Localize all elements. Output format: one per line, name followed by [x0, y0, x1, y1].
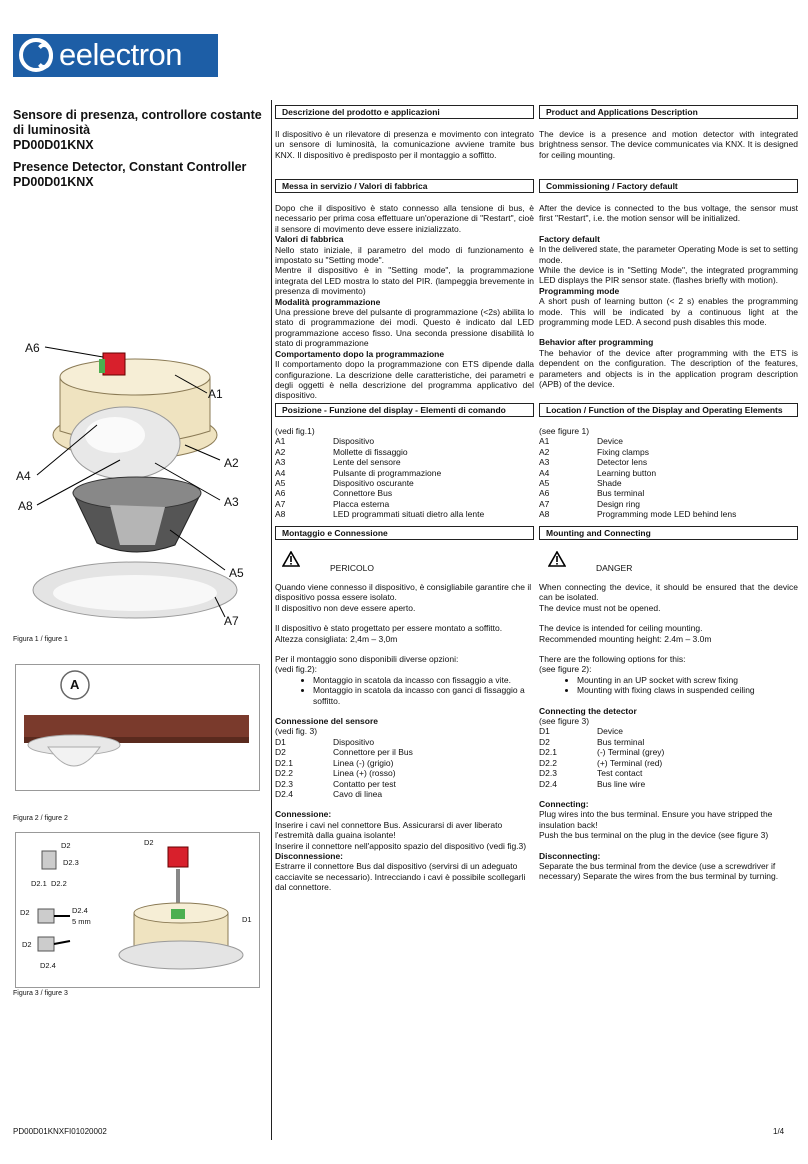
- mount-height-it: Altezza consigliata: 2,4m – 3,0m: [275, 633, 398, 644]
- figure-2: [15, 664, 260, 791]
- list-item: A3 Detector lens: [539, 457, 648, 468]
- fig3-label-d21: D2.1: [31, 879, 47, 888]
- factory-default-heading-en: Factory default: [539, 233, 600, 244]
- list-item: • Montaggio in scatola da incasso con ganci di fissaggio a soffitto.: [313, 685, 534, 706]
- list-item: A5 Shade: [539, 478, 622, 489]
- danger-label-it: PERICOLO: [330, 563, 374, 573]
- factory-default-text1-it: Nello stato iniziale, il parametro del modo di funzionamento è impostato su "Setting mode".: [275, 244, 534, 266]
- list-item: A7 Placca esterna: [275, 498, 390, 509]
- connection-warning-it: Quando viene connesso il dispositivo, è consigliabile garantire che il dispositivo possa essere isolato.: [275, 582, 532, 603]
- title-en: Presence Detector, Constant Controller: [13, 160, 247, 174]
- fig3-label-d23: D2.3: [63, 858, 79, 867]
- fig3-label-d24: D2.4: [72, 906, 88, 915]
- sensor-ref-it: (vedi fig. 3): [275, 726, 318, 737]
- sensor-connection-heading-en: Connecting the detector: [539, 705, 637, 716]
- fig1-label-a3: A3: [224, 495, 239, 509]
- programming-mode-text-it: Una pressione breve del pulsante di programmazione (<2s) abilita lo stato di programmazione dei modi. Questo è indicato dal LED programmazione acceso fisso. Una seconda pressione disabilità lo stato di programmazione: [275, 307, 534, 349]
- connect-text-en: Plug wires into the bus terminal. Ensure you have stripped the insulation back!: [539, 809, 773, 830]
- fig3-label-d2-low: D2: [22, 940, 32, 949]
- list-item: A8 LED programmati situati dietro alla lente: [275, 509, 485, 520]
- list-item: D2.4 Cavo di linea: [275, 788, 383, 799]
- options-ref-it: (vedi fig.2):: [275, 664, 318, 675]
- connect-heading-it: Connessione:: [275, 809, 332, 820]
- list-item: D2.4 Bus line wire: [539, 778, 646, 789]
- fig1-label-a5: A5: [229, 566, 244, 580]
- description-text-it: Il dispositivo è un rilevatore di presenza e movimento con integrato un sensore di luminosità, la comunicazione avviene tramite bus KNX. Il dispositivo è predisposto per il montaggio a soffitto.: [275, 129, 534, 160]
- fig1-label-a2: A2: [224, 456, 239, 470]
- programming-mode-heading-it: Modalità programmazione: [275, 296, 381, 307]
- options-text-it: Per il montaggio sono disponibili diverse opzioni:: [275, 654, 459, 665]
- commissioning-block-en: [539, 203, 798, 390]
- section-header-description-en: Product and Applications Description: [539, 105, 798, 119]
- product-title-it: [13, 108, 263, 153]
- list-item: A8 Programming mode LED behind lens: [539, 509, 737, 520]
- title-it: Sensore di presenza, controllore costante di luminosità: [13, 108, 262, 137]
- fig1-label-a1: A1: [208, 387, 223, 401]
- list-item: D1 Device: [539, 726, 623, 737]
- list-item: A5 Dispositivo oscurante: [275, 478, 414, 489]
- section-header-location-en: Location / Function of the Display and Operating Elements: [539, 403, 798, 417]
- fig3-label-d24-low: D2.4: [40, 961, 56, 970]
- figure-3: [15, 832, 260, 988]
- list-item: A1 Dispositivo: [275, 436, 375, 447]
- danger-label-en: DANGER: [596, 563, 633, 573]
- section-header-location-it: Posizione - Funzione del display - Elementi di comando: [275, 403, 534, 417]
- description-text-en: The device is a presence and motion detector with integrated brightness sensor. The device communicates via KNX. It is designed for ceiling mounting.: [539, 129, 798, 160]
- mounting-options-list-it: [275, 675, 534, 706]
- list-item: A2 Mollette di fissaggio: [275, 446, 408, 457]
- figure-1-caption: Figura 1 / figure 1: [13, 636, 68, 643]
- mounting-block-en: [539, 582, 798, 882]
- connect-text2-en: Push the bus terminal on the plug in the device (see figure 3): [539, 830, 769, 841]
- list-item: D2.3 Contatto per test: [275, 778, 396, 789]
- list-item: A2 Fixing clamps: [539, 446, 649, 457]
- figure-2-drawing: [16, 665, 259, 790]
- elements-list-it: [275, 426, 534, 520]
- list-item: D2.3 Test contact: [539, 768, 643, 779]
- logo-text: eelectron: [59, 37, 183, 72]
- warning-icon: [282, 551, 300, 567]
- list-item: D2.1 (-) Terminal (grey): [539, 747, 665, 758]
- list-item: A6 Bus terminal: [539, 488, 645, 499]
- list-item: D2.2 (+) Terminal (red): [539, 757, 663, 768]
- connect-heading-en: Connecting:: [539, 798, 589, 809]
- fig3-label-d2-device: D2: [144, 838, 154, 847]
- after-programming-heading-en: Behavior after programming: [539, 337, 654, 348]
- after-programming-text-it: Il comportamento dopo la programmazione con ETS dipende dalla configurazione. La descrizione delle caratteristiche, dei parametri e degli oggetti è nella descrizione del programma applicativo del dispositivo.: [275, 359, 534, 401]
- figure-1-drawing: [15, 335, 265, 635]
- factory-default-text1-en: In the delivered state, the parameter Operating Mode is set to setting mode.: [539, 244, 798, 265]
- list-item: A3 Lente del sensore: [275, 457, 401, 468]
- disconnect-heading-it: Disconnessione:: [275, 850, 344, 861]
- list-item: D2.2 Linea (+) (rosso): [275, 768, 396, 779]
- list-item: A4 Learning button: [539, 467, 657, 478]
- ceiling-mount-en: The device is intended for ceiling mounting.: [539, 623, 703, 634]
- fig-ref-en: (see figure 1): [539, 426, 590, 436]
- list-item: D1 Dispositivo: [275, 736, 375, 747]
- list-item: A1 Device: [539, 436, 623, 447]
- mounting-options-list-en: [539, 675, 798, 696]
- connection-warning-en: When connecting the device, it should be ensured that the device can be isolated.: [539, 582, 798, 603]
- fig1-label-a6: A6: [25, 341, 40, 355]
- section-header-commissioning-en: Commissioning / Factory default: [539, 179, 798, 193]
- fig2-label-a: A: [70, 677, 80, 692]
- code-it: PD00D01KNX: [13, 138, 94, 152]
- list-item: • Mounting with fixing claws in suspended ceiling: [577, 685, 798, 695]
- footer-doc-code: PD00D01KNXFI01020002: [13, 1127, 107, 1136]
- list-item: • Montaggio in scatola da incasso con fissaggio a vite.: [313, 675, 534, 685]
- factory-default-heading-it: Valori di fabbrica: [275, 234, 344, 245]
- ceiling-mount-it: Il dispositivo è stato progettato per essere montato a soffitto.: [275, 623, 503, 634]
- list-item: D2.1 Linea (-) (grigio): [275, 757, 394, 768]
- connect-text-it: Inserire i cavi nel connettore Bus. Assicurarsi di aver liberato l'estremità dalla guaina isolante!: [275, 819, 503, 841]
- fig1-label-a4: A4: [16, 469, 31, 483]
- fig3-label-d22: D2.2: [51, 879, 67, 888]
- section-header-description-it: Descrizione del prodotto e applicazioni: [275, 105, 534, 119]
- after-programming-heading-it: Comportamento dopo la programmazione: [275, 348, 445, 359]
- factory-default-text2-it: Mentre il dispositivo è in "Setting mode", la programmazione integrata del LED mostra lo stato del PIR. (lampeggia brevemente in presenza di movimento): [275, 265, 534, 297]
- fig-ref-it: (vedi fig.1): [275, 426, 315, 436]
- after-programming-text-en: The behavior of the device after programming with the ETS is dependent on the configuration. The description of the features, parameters and objects is in the application program description (APB) of the device.: [539, 347, 798, 390]
- warning-icon: [548, 551, 566, 567]
- list-item: D2 Bus terminal: [539, 736, 645, 747]
- code-en: PD00D01KNX: [13, 175, 94, 189]
- fig3-label-5mm: 5 mm: [72, 917, 91, 926]
- fig3-label-d1: D1: [242, 915, 252, 924]
- sensor-ref-en: (see figure 3): [539, 716, 590, 727]
- mounting-block-it: [275, 582, 534, 893]
- options-ref-en: (see figure 2):: [539, 664, 592, 675]
- column-divider: [271, 100, 272, 1140]
- no-open-en: The device must not be opened.: [539, 602, 661, 613]
- list-item: A6 Connettore Bus: [275, 488, 393, 499]
- no-open-it: Il dispositivo non deve essere aperto.: [275, 602, 416, 613]
- fig3-label-d2-mid: D2: [20, 908, 30, 917]
- logo-mark-inner-icon: [35, 43, 53, 69]
- programming-mode-heading-en: Programming mode: [539, 285, 620, 296]
- factory-default-text2-en: While the device is in "Setting Mode", the integrated programming LED displays the PIR sensor state. (flashes briefly with motion).: [539, 265, 798, 286]
- fig1-label-a8: A8: [18, 499, 33, 513]
- brand-logo: [13, 34, 218, 77]
- elements-list-en: [539, 426, 798, 520]
- list-item: • Mounting in an UP socket with screw fixing: [577, 675, 798, 685]
- product-title-en: [13, 160, 263, 190]
- section-header-mounting-en: Mounting and Connecting: [539, 526, 798, 540]
- list-item: A7 Design ring: [539, 498, 640, 509]
- figure-3-caption: Figura 3 / figure 3: [13, 990, 68, 997]
- fig1-label-a7: A7: [224, 614, 239, 628]
- disconnect-text-en: Separate the bus terminal from the device (use a screwdriver if necessary) Separate the wires from the bus terminal by turning.: [539, 860, 779, 882]
- footer-page-number: 1/4: [773, 1127, 785, 1136]
- commissioning-block-it: [275, 203, 534, 401]
- sensor-connection-heading-it: Connessione del sensore: [275, 716, 378, 727]
- list-item: D2 Connettore per il Bus: [275, 747, 413, 758]
- disconnect-text-it: Estrarre il connettore Bus dal dispositivo (servirsi di un adeguato cacciavite se necessario). Intrecciando i cavi è possibile scollegarli dal connettore.: [275, 861, 526, 893]
- section-header-commissioning-it: Messa in servizio / Valori di fabbrica: [275, 179, 534, 193]
- fig3-label-d2-top: D2: [61, 841, 71, 850]
- commissioning-text-en: After the device is connected to the bus voltage, the sensor must first "Restart", i.e. the motion sensor will be initialized.: [539, 203, 798, 224]
- options-text-en: There are the following options for this:: [539, 654, 686, 665]
- programming-mode-text-en: A short push of learning button (< 2 s) enables the programming mode. This will be indicated by a continuous light at the programming mode LED. A second push disables this mode.: [539, 296, 798, 328]
- connect-text2-it: Inserire il connettore nell'apposito spazio del dispositivo (vedi fig.3): [275, 840, 527, 851]
- commissioning-text-it: Dopo che il dispositivo è stato connesso alla tensione di bus, è necessario per prima cosa effettuare un'operazione di "Restart", cioè il sensore di movimento deve essere inizializzato.: [275, 203, 534, 234]
- mount-height-en: Recommended mounting height: 2.4m – 3.0m: [539, 633, 712, 644]
- list-item: A4 Pulsante di programmazione: [275, 467, 442, 478]
- section-header-mounting-it: Montaggio e Connessione: [275, 526, 534, 540]
- disconnect-heading-en: Disconnecting:: [539, 850, 601, 861]
- figure-2-caption: Figura 2 / figure 2: [13, 815, 68, 822]
